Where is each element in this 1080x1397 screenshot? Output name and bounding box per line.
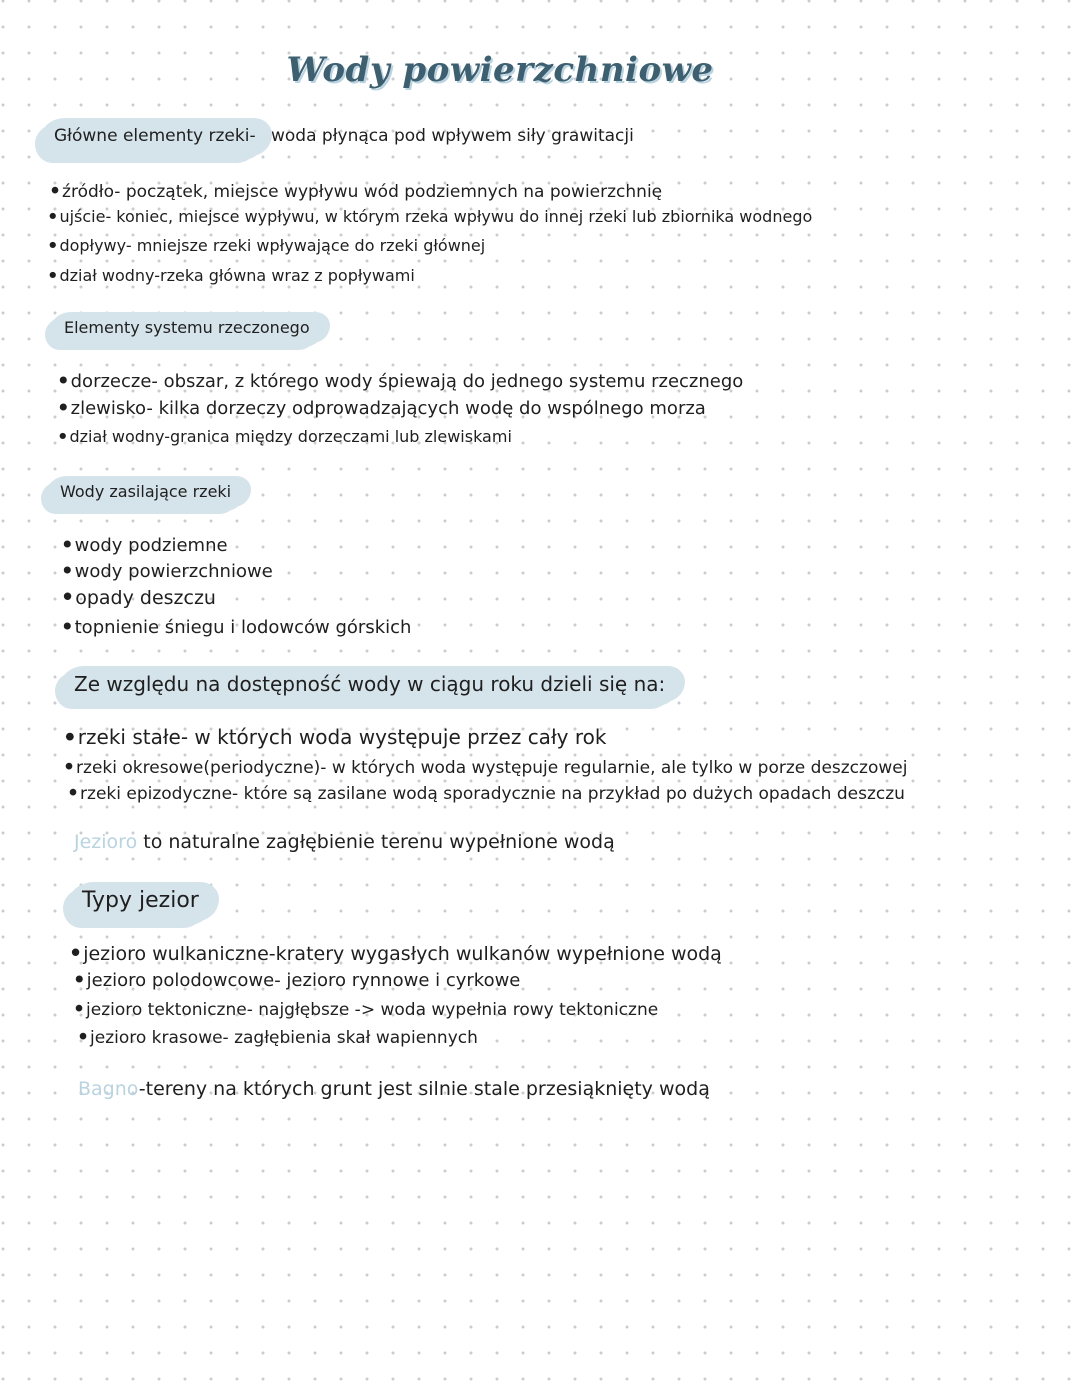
list-item: • wody podziemne — [62, 535, 228, 556]
list-item: • ujście- koniec, miejsce wypływu, w którym rzeka wpływu do innej rzeki lub zbiornika wodnego — [48, 207, 812, 226]
section-heading-river-sources: Wody zasilające rzeki — [46, 476, 245, 511]
list-item: • dorzecze- obszar, z którego wody śpiewają do jednego systemu rzecznego — [58, 371, 743, 392]
lake-definition — [74, 831, 615, 853]
lake-definition-text: to naturalne zagłębienie terenu wypełnione wodą — [137, 831, 615, 853]
page-title: Wody powierzchniowe — [286, 50, 714, 90]
heading-continuation: woda płynąca pod wpływem siły grawitacji — [265, 126, 634, 146]
list-item: • rzeki epizodyczne- które są zasilane wodą sporadycznie na przykład po dużych opadach deszczu — [68, 784, 905, 804]
list-item: • wody powierzchniowe — [62, 561, 273, 582]
list-item: • zlewisko- kilka dorzeczy odprowadzających wodę do wspólnego morza — [58, 398, 706, 419]
swamp-definition-text: -tereny na których grunt jest silnie stale przesiąknięty wodą — [138, 1078, 710, 1100]
heading-highlight: Główne elementy rzeki- — [40, 118, 266, 160]
list-item: • dopływy- mniejsze rzeki wpływające do rzeki głównej — [48, 236, 485, 255]
list-item: • jezioro krasowe- zagłębienia skał wapiennych — [78, 1028, 478, 1048]
list-item: • topnienie śniegu i lodowców górskich — [62, 617, 411, 638]
list-item: • dział wodny-granica między dorzeczami lub zlewiskami — [58, 427, 512, 446]
section-heading-lake-types: Typy jezior — [68, 882, 213, 925]
swamp-term: Bagno — [78, 1078, 139, 1100]
list-item: • opady deszczu — [62, 587, 216, 609]
list-item: • źródło- początek, miejsce wypływu wód podziemnych na powierzchnię — [50, 182, 662, 202]
list-item: • rzeki stałe- w których woda występuje przez cały rok — [64, 725, 606, 749]
list-item: • jezioro tektoniczne- najgłębsze -> woda wypełnia rowy tektoniczne — [74, 1000, 658, 1020]
section-heading-river-system: Elementy systemu rzeczonego — [50, 312, 324, 347]
list-item: • dział wodny-rzeka główna wraz z popływami — [48, 266, 415, 285]
list-item: • jezioro wulkaniczne-kratery wygasłych wulkanów wypełnione wodą — [70, 943, 722, 965]
list-item: • jezioro polodowcowe- jezioro rynnowe i cyrkowe — [74, 970, 520, 991]
swamp-definition — [78, 1078, 710, 1100]
list-item: • rzeki okresowe(periodyczne)- w których woda występuje regularnie, ale tylko w porze deszczowej — [64, 758, 907, 778]
section-heading-river-elements — [40, 118, 634, 160]
lake-term: Jezioro — [74, 831, 138, 853]
section-heading-water-availability: Ze względu na dostępność wody w ciągu roku dzieli się na: — [60, 666, 679, 706]
